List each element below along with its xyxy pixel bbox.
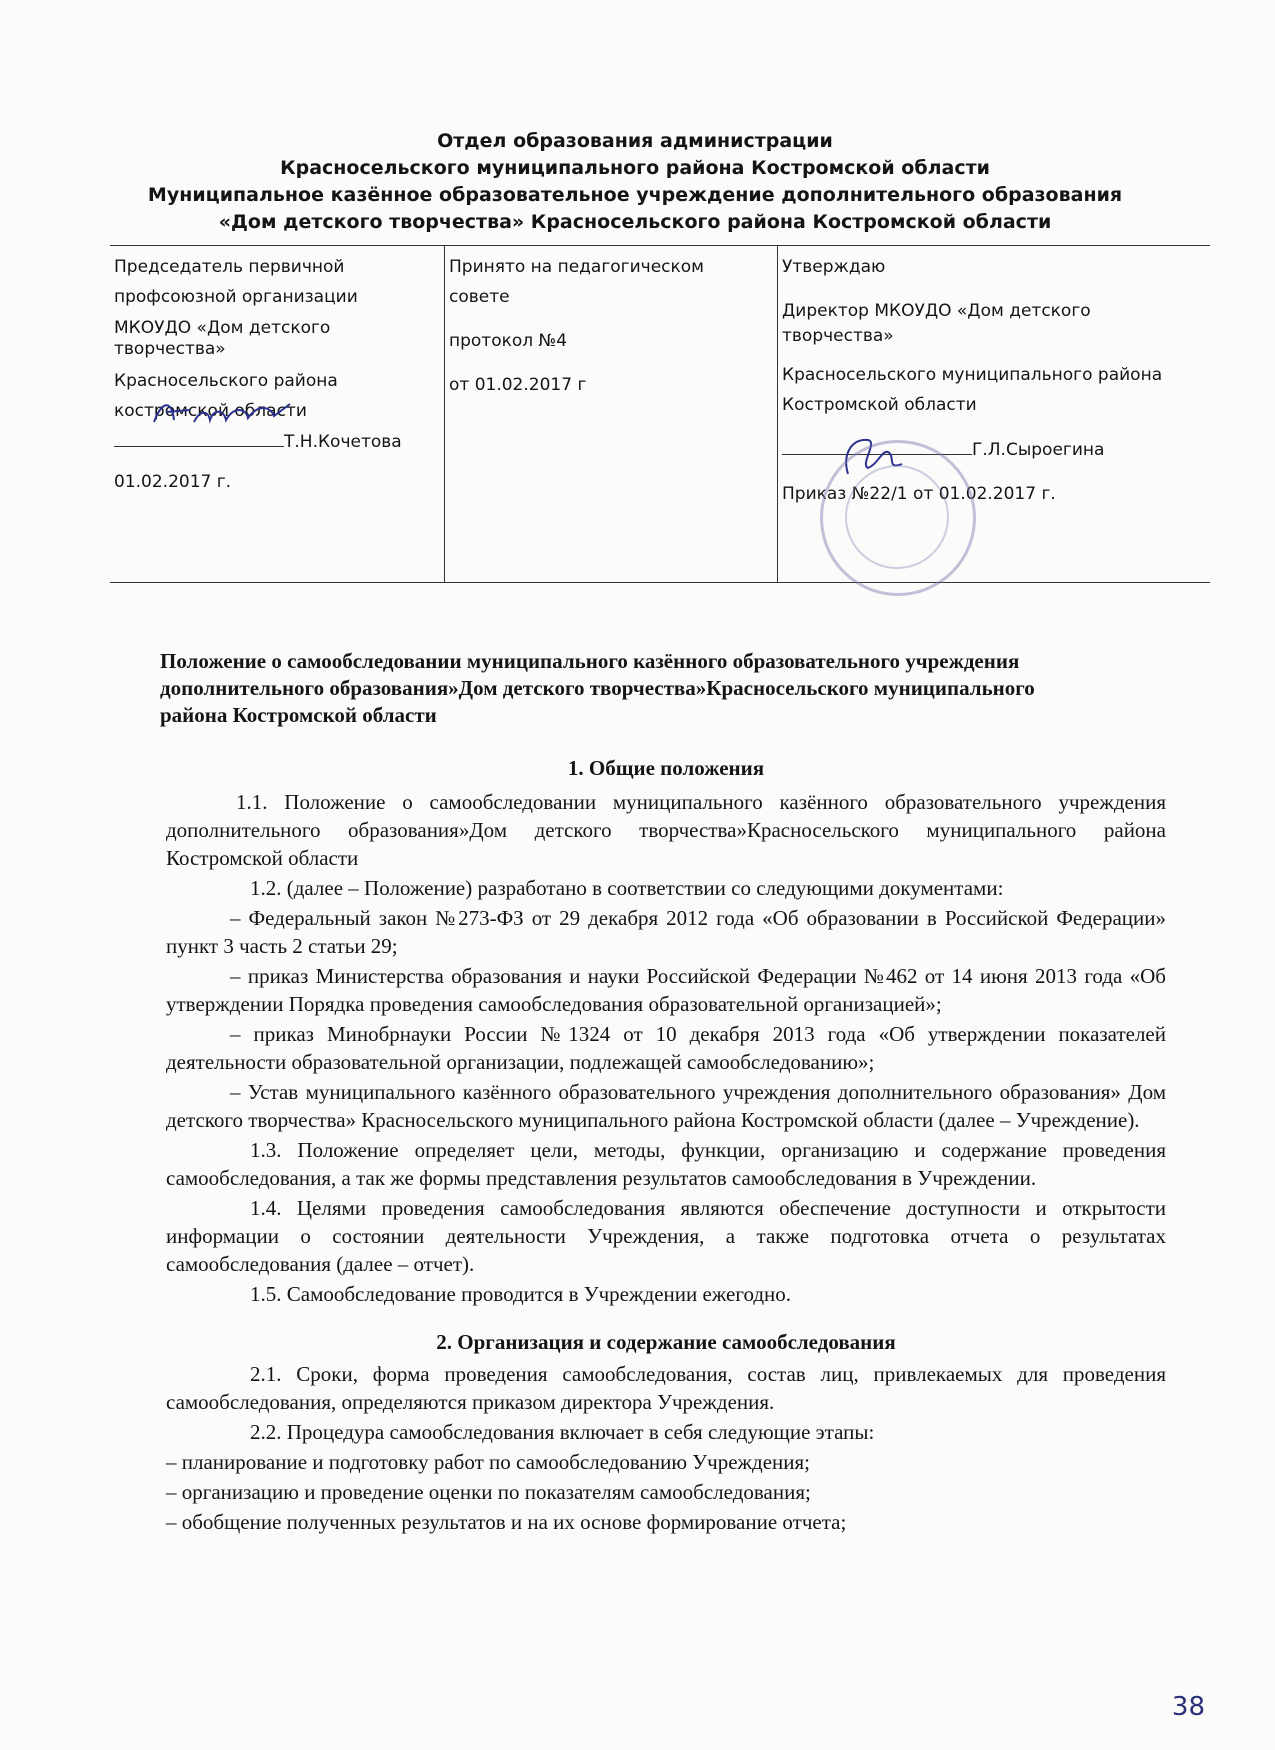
union-line-6: костромской области (114, 401, 307, 421)
council-line-2: совете (449, 287, 510, 307)
council-date: от 01.02.2017 г (449, 375, 587, 395)
clause-1-2: 1.2. (далее – Положение) разработано в соответствии со следующими документами: (250, 876, 1004, 900)
document-body (166, 754, 1166, 1538)
doc-reference-2: – приказ Министерства образования и науки Российской Федерации №462 от 14 июня 2013 года «Об утверждении Порядка проведения самообследования образовательной организацией»; (166, 964, 1166, 1016)
section-2-heading: 2. Организация и содержание самообследования (436, 1330, 896, 1354)
doc-reference-3: – приказ Минобрнауки России №1324 от 10 декабря 2013 года «Об утверждении показателей деятельности образовательной организации, подлежащей самообследованию»; (166, 1022, 1166, 1074)
handwritten-signature-1 (150, 396, 300, 432)
doc-reference-4: – Устав муниципального казённого образовательного учреждения дополнительного образования» Дом детского творчества» Красносельского муниципального района Костромской области (далее – Учреждение). (166, 1080, 1166, 1132)
union-line-4: творчества» (114, 339, 226, 359)
clause-1-3: 1.3. Положение определяет цели, методы, функции, организацию и содержание проведения самообследования, а так же формы представления результатов самообследования в Учреждении. (166, 1138, 1166, 1190)
director-line-4: Костромской области (782, 395, 977, 415)
doc-reference-1: – Федеральный закон №273-ФЗ от 29 декабря 2012 года «Об образовании в Российской Федерации» пункт 3 часть 2 статьи 29; (166, 906, 1166, 958)
director-line-3: Красносельского муниципального района (782, 365, 1163, 385)
title-line-3: района Костромской области (160, 703, 437, 727)
letterhead-line-2: Красносельского муниципального района Костромской области (280, 157, 990, 179)
letterhead-line-1: Отдел образования администрации (437, 130, 833, 152)
clause-1-1: 1.1. Положение о самообследовании муниципального казённого образовательного учреждения дополнительного образования»Дом детского творчества»Красносельского муниципального района Костромской области (166, 790, 1166, 870)
director-signer: Г.Л.Сыроегина (972, 440, 1105, 460)
director-line-2: творчества» (782, 326, 894, 346)
section-1-heading: 1. Общие положения (567, 756, 765, 780)
council-protocol: протокол №4 (449, 331, 568, 351)
title-line-1: Положение о самообследовании муниципального казённого образовательного учреждения (160, 649, 1020, 673)
union-line-5: Красносельского района (114, 371, 338, 391)
clause-2-1: 2.1. Сроки, форма проведения самообследования, состав лиц, привлекаемых для проведения самообследования, определяются приказом директора Учреждения. (166, 1362, 1166, 1414)
official-seal (820, 440, 976, 596)
clause-1-5: 1.5. Самообследование проводится в Учреждении ежегодно. (250, 1282, 792, 1306)
title-line-2: дополнительного образования»Дом детского творчества»Красносельского муниципального (160, 676, 1035, 700)
union-signer: Т.Н.Кочетова (284, 432, 402, 452)
pedagogical-council-column (445, 246, 778, 582)
letterhead (110, 128, 1160, 236)
letterhead-line-3: Муниципальное казённое образовательное учреждение дополнительного образования (147, 184, 1123, 206)
council-line-1: Принято на педагогическом (449, 257, 705, 277)
approval-table (110, 245, 1210, 583)
director-line-1: Директор МКОУДО «Дом детского (782, 301, 1091, 321)
page-number: 38 (1171, 1692, 1205, 1722)
clause-1-4: 1.4. Целями проведения самообследования являются обеспечение доступности и открытости информации о состоянии деятельности Учреждения, а также подготовка отчета о результатах самообследования (далее – отчет). (166, 1196, 1166, 1276)
union-date: 01.02.2017 г. (114, 472, 232, 492)
director-order: Приказ №22/1 от 01.02.2017 г. (782, 484, 1056, 504)
document-title (160, 648, 1165, 729)
union-line-3: МКОУДО «Дом детского (114, 318, 331, 338)
stage-2: – организацию и проведение оценки по показателям самообследования; (166, 1480, 811, 1504)
trade-union-column (110, 246, 445, 582)
union-line-1: Председатель первичной (114, 257, 345, 277)
clause-2-2: 2.2. Процедура самообследования включает в себя следующие этапы: (250, 1420, 875, 1444)
stage-1: – планирование и подготовку работ по самообследованию Учреждения; (166, 1450, 811, 1474)
stage-3: – обобщение полученных результатов и на их основе формирование отчета; (166, 1510, 847, 1534)
approve-label: Утверждаю (782, 257, 886, 277)
letterhead-line-4: «Дом детского творчества» Красносельского района Костромской области (218, 211, 1052, 233)
union-line-2: профсоюзной организации (114, 287, 358, 307)
